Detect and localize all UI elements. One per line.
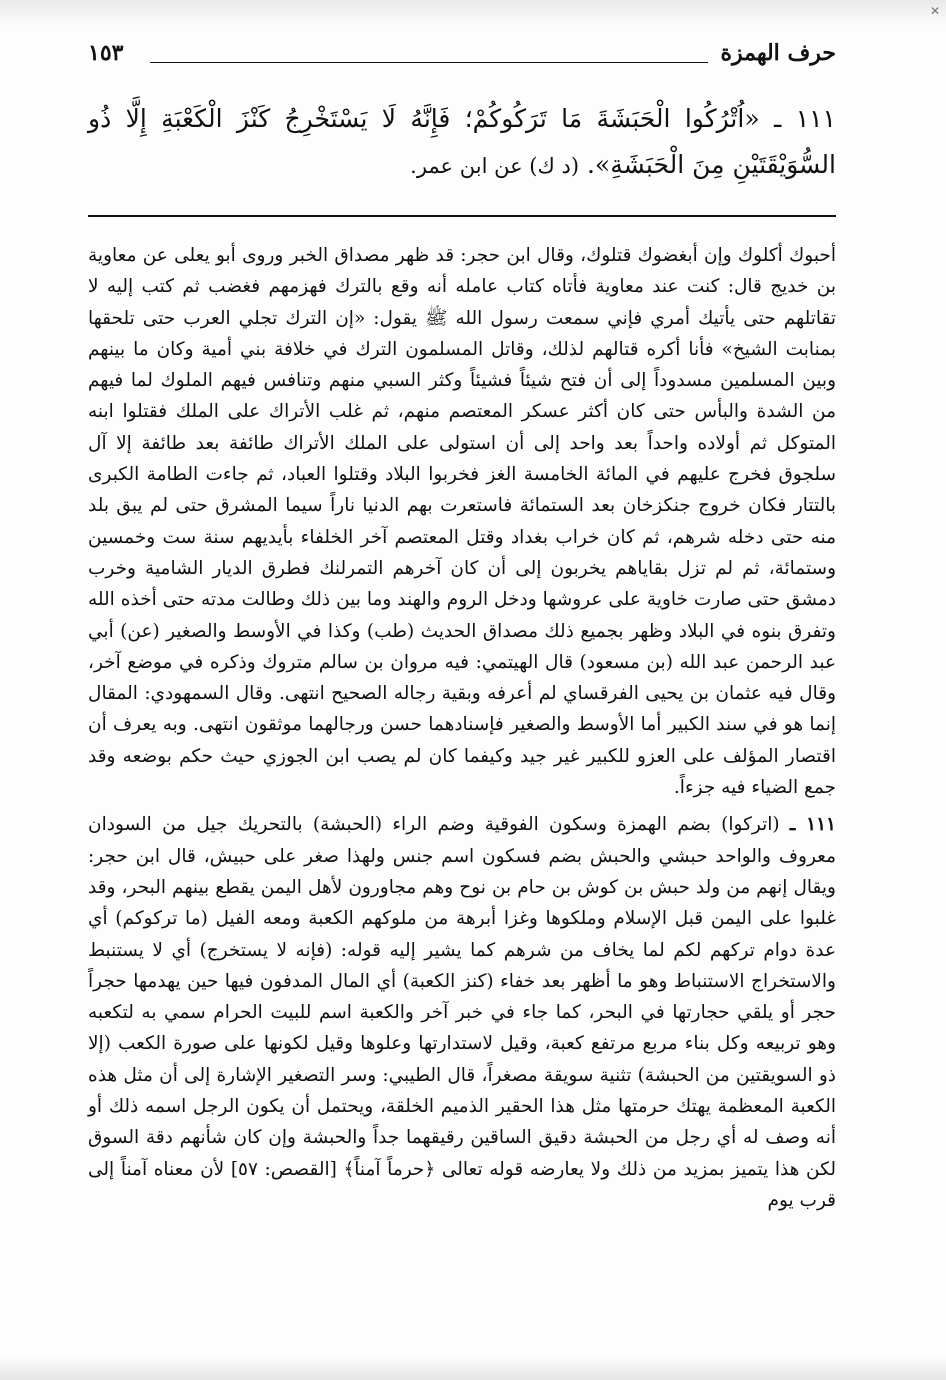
scan-shadow-bottom	[0, 1356, 946, 1380]
hadith-source: (د ك) عن ابن عمر.	[410, 154, 580, 178]
entry-number: ١١١ ـ	[789, 814, 836, 836]
commentary-paragraph: أحبوك أكلوك وإن أبغضوك قتلوك، وقال ابن حجر: قد ظهر مصداق الخبر وروى أبو يعلى عن معاوية بن خديج قال: كنت عند معاوية فأتاه كتاب عامله أنه وقع بالترك فهزمهم فغضب ثم كتب إليه لا تقاتلهم حتى يأتيك أمري فإني سمعت رسول الله ﷺ يقول: «إن الترك تجلي العرب حتى تلحقها بمنابت الشيخ» فأنا أكره قتالهم لذلك، وقاتل المسلمون الترك في خلافة بني أمية وكان ما بينهم وبين المسلمين مسدوداً إلى أن فتح شيئاً فشيئاً وكثر السبي منهم وتنافس فيهم الملوك لما فيهم من الشدة والبأس حتى كان أكثر عسكر المعتصم منهم، ثم غلب الأتراك على الملك فقتلوا ابنه المتوكل ثم أولاده واحداً بعد واحد إلى أن استولى على الملك الأتراك طائفة بعد طائفة إلا آل سلجوق فخرج عليهم في المائة الخامسة الغز فخربوا البلاد وقتلوا العباد، ثم جاءت الطامة الكبرى بالتتار فكان خروج جنكزخان بعد الستمائة فاستعرت بهم الدنيا ناراً سيما المشرق حتى لم يبق بلد منه حتى دخله شرهم، ثم كان خراب بغداد وقتل المعتصم آخر الخلفاء بأيديهم سنة ست وخمسين وستمائة، ثم لم تزل بقاياهم يخربون إلى أن كان آخرهم التمرلنك فطرق الديار الشامية وخرب دمشق حتى صارت خاوية على عروشها ودخل الروم والهند وما بين ذلك وطالت مدته حتى أخذه الله وتفرق بنوه في البلاد وظهر بجميع ذلك مصداق الحديث (طب) وكذا في الأوسط والصغير (عن) أبي عبد الرحمن عبد الله (بن مسعود) قال الهيتمي: فيه مروان بن سالم متروك وذكره في موضع آخر، وقال فيه عثمان بن يحيى الفرقساي لم أعرفه وبقية رجاله الصحيح انتهى. وقال السمهودي: المقال إنما هو في سند الكبير أما الأوسط والصغير فإسنادهما حسن ورجالهما موثقون انتهى. وبه يعرف أن اقتصار المؤلف على العزو للكبير غير جيد وكيفما كان لم يصب ابن الجوزي حيث حكم بوضعه وقد جمع الضياء فيه جزءاً.	[88, 245, 836, 799]
footnote-separator	[88, 215, 836, 217]
chapter-title: حرف الهمزة	[720, 40, 836, 66]
scan-shadow-top	[0, 0, 946, 26]
page-header	[88, 38, 836, 74]
header-rule	[150, 62, 708, 63]
page-number: ١٥٣	[88, 40, 124, 66]
commentary-paragraph-111	[88, 809, 836, 1216]
hadith-body: ١١١ ـ «اُتْرُكُوا الْحَبَشَةَ مَا تَرَكُوكُمْ؛ فَإِنَّهُ لَا يَسْتَخْرِجُ كَنْزَ الْكَعْبَةِ إِلَّا ذُو السُّوَيْقَتَيْنِ مِنَ الْحَبَشَةِ».	[88, 104, 836, 179]
close-icon: ✕	[929, 4, 940, 18]
hadith-text	[88, 96, 836, 189]
commentary	[88, 240, 836, 1216]
entry-body: (اتركوا) بضم الهمزة وسكون الفوقية وضم الراء (الحبشة) بالتحريك جيل من السودان معروف والواحد حبشي والحبش بضم فسكون اسم جنس ولهذا صغر على حبيش، قال ابن حجر: ويقال إنهم من ولد حبش بن كوش بن حام بن نوح وهم مجاورون لأهل اليمن يقطع بينهم البحر، وقد غلبوا على اليمن قبل الإسلام وملكوها وغزا أبرهة من ملوكهم الكعبة ومعه الفيل (ما تركوكم) أي عدة دوام تركهم لكم لما يخاف من شرهم كما يشير إليه قوله: (فإنه لا يستخرج) أي لا يستنبط والاستخراج الاستنباط وهو ما أظهر بعد خفاء (كنز الكعبة) أي المال المدفون فيها حين يهدمها حجراً حجر أو يلقي حجارتها في البحر، كما جاء في خبر آخر والكعبة اسم للبيت الحرام سمي به لتكعبه وهو تربيعه وكل بناء مربع مرتفع كعبة، وقيل لاستدارتها وعلوها وقيل لكونها على صورة الكعب (إلا ذو السويقتين من الحبشة) تثنية سويقة مصغراً، قال الطيبي: وسر التصغير الإشارة إلى أن مثل هذه الكعبة المعظمة يهتك حرمتها مثل هذا الحقير الذميم الخلقة، ويحتمل أن يكون الرجل اسمه ذلك أو أنه وصف له أي رجل من الحبشة دقيق الساقين رقيقهما جداً والحبشة وإن كان شأنهم دقة السوق لكن هذا يتميز بمزيد من ذلك ولا يعارضه قوله تعالى ﴿حرماً آمناً﴾ [القصص: ٥٧] لأن معناه آمناً إلى قرب يوم	[88, 814, 837, 1211]
